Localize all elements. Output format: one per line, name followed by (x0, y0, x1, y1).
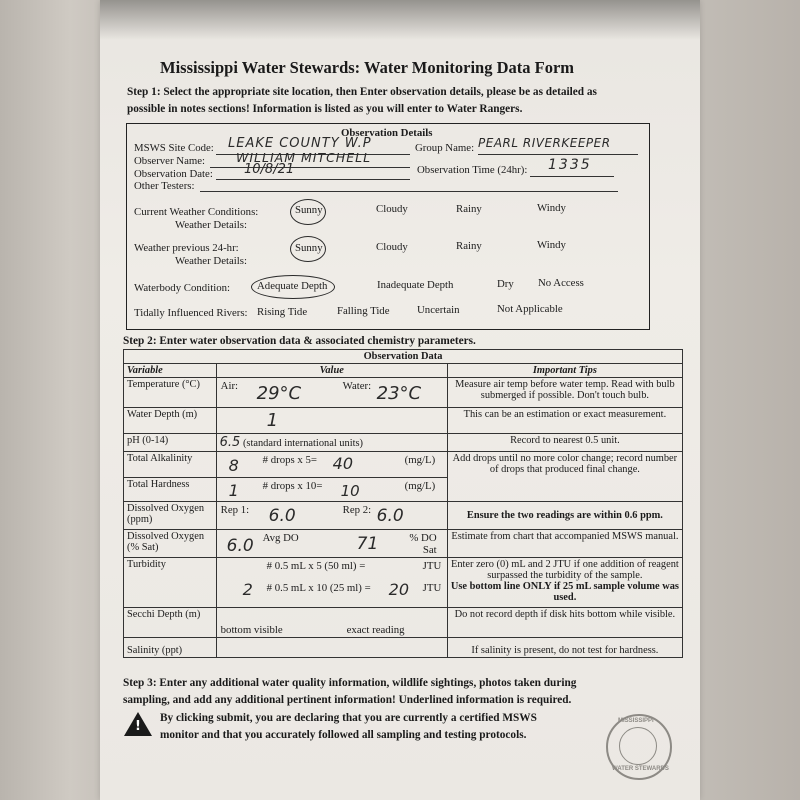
water-temp-value[interactable]: 23°C (376, 383, 422, 404)
col-tips-header: Important Tips (447, 364, 682, 378)
observer-underline (210, 167, 410, 168)
prev-weather-details-label: Weather Details: (175, 255, 247, 267)
depth-label: Water Depth (m) (124, 408, 217, 434)
alkalinity-value[interactable]: 40 (332, 454, 353, 473)
observer-label: Observer Name: (134, 155, 206, 167)
depth-value[interactable]: 1 (266, 410, 279, 431)
ph-value[interactable]: 6.5 (219, 435, 241, 450)
declaration (160, 710, 537, 744)
do-ppm-value-cell (216, 502, 447, 530)
other-testers-label: Other Testers: (134, 180, 195, 192)
tidal-option-rising[interactable]: Rising Tide (257, 306, 308, 318)
turbidity-tip1: Enter zero (0) mL and 2 JTU if one addition of reagent surpassed the turbidity of the sample. (450, 559, 679, 581)
temperature-label: Temperature (°C) (124, 378, 217, 408)
do-sat-tip: Estimate from chart that accompanied MSWS manual. (447, 530, 682, 558)
form-title: Mississippi Water Stewards: Water Monitoring Data Form (160, 58, 575, 77)
site-code-value[interactable]: LEAKE COUNTY W.P (228, 136, 372, 151)
turbidity-count[interactable]: 2 (242, 580, 253, 599)
hardness-drops[interactable]: 1 (228, 481, 239, 500)
waterbody-label: Waterbody Condition: (134, 282, 230, 294)
date-underline (216, 179, 410, 180)
do-sat-value-cell (216, 530, 447, 558)
turbidity-label: Turbidity (124, 558, 217, 608)
prev-weather-label: Weather previous 24-hr: (134, 242, 239, 254)
observer-value[interactable]: WILLIAM MITCHELL (236, 150, 372, 165)
step3-line1-text: Step 3: Enter any additional water quality information, wildlife sightings, photos taken during (123, 677, 577, 689)
hardness-value-cell (216, 478, 447, 502)
tidal-option-falling[interactable]: Falling Tide (337, 305, 390, 317)
step3-line2-text: sampling, and add any additional pertinent information! Underlined information is required. (123, 694, 572, 706)
secchi-option-bottom-visible[interactable]: bottom visible (220, 624, 283, 636)
current-weather-option-sunny[interactable]: Sunny (295, 204, 323, 216)
rep2-label: Rep 2: (342, 504, 372, 516)
air-label: Air: (220, 380, 239, 392)
air-temp-value[interactable]: 29°C (256, 383, 302, 404)
waterbody-option-dry[interactable]: Dry (497, 278, 514, 290)
temperature-tip: Measure air temp before water temp. Read with bulb submerged if possible. Don't touch bulb. (447, 378, 682, 408)
table-row (124, 434, 683, 452)
do-sat-value[interactable]: 71 (356, 534, 379, 554)
turbidity-tip-cell (447, 558, 682, 608)
waterbody-option-adequate[interactable]: Adequate Depth (257, 280, 328, 292)
step1-line2: possible in notes sections! Information is listed as you will enter to Water Rangers. (127, 103, 523, 115)
observation-data-heading: Observation Data (124, 350, 683, 364)
step3-line1 (123, 675, 576, 692)
rep1-value[interactable]: 6.0 (268, 506, 296, 526)
msws-seal-logo (606, 714, 672, 780)
current-weather-option-rainy[interactable]: Rainy (456, 203, 482, 215)
ph-tip: Record to nearest 0.5 unit. (447, 434, 682, 452)
current-weather-option-windy[interactable]: Windy (537, 202, 566, 214)
turbidity-line2-unit: JTU (422, 582, 442, 594)
col-value-header: Value (216, 364, 447, 378)
table-row (124, 378, 683, 408)
step1-instructions (127, 84, 597, 118)
step1-line1: Step 1: Select the appropriate site location, then Enter observation details, please be as detailed as (127, 86, 597, 98)
do-sat-unit: % DO Sat (409, 532, 437, 556)
secchi-label: Secchi Depth (m) (124, 608, 217, 638)
hardness-mult: # drops x 10= (262, 480, 323, 492)
salinity-label: Salinity (ppt) (124, 638, 217, 658)
declaration-line1: By clicking submit, you are declaring that you are currently a certified MSWS (160, 712, 537, 724)
other-testers-underline (200, 191, 618, 192)
time-underline (530, 176, 614, 177)
prev-weather-option-windy[interactable]: Windy (537, 239, 566, 251)
waterbody-option-inadequate[interactable]: Inadequate Depth (377, 279, 454, 291)
prev-weather-option-cloudy[interactable]: Cloudy (376, 241, 408, 253)
water-label: Water: (342, 380, 372, 392)
turbidity-value[interactable]: 20 (388, 580, 409, 599)
turbidity-tip2: Use bottom line ONLY if 25 mL sample volume was used. (450, 581, 679, 603)
waterbody-option-no-access[interactable]: No Access (538, 277, 584, 289)
salinity-value-cell[interactable] (216, 638, 447, 658)
table-header-row (124, 364, 683, 378)
current-weather-label: Current Weather Conditions: (134, 206, 259, 218)
table-row (124, 502, 683, 530)
secchi-tip: Do not record depth if disk hits bottom while visible. (447, 608, 682, 638)
hardness-label: Total Hardness (124, 478, 217, 502)
prev-weather-option-sunny[interactable]: Sunny (295, 242, 323, 254)
table-row (124, 452, 683, 478)
table-heading-row (124, 350, 683, 364)
date-value[interactable]: 10/8/21 (244, 162, 295, 177)
seal-inner-ring (619, 727, 657, 765)
seal-bottom-text: WATER STEWARDS (612, 766, 669, 772)
secchi-value-cell (216, 608, 447, 638)
table-row (124, 638, 683, 658)
warning-icon-mark: ! (135, 719, 141, 734)
group-name-label: Group Name: (415, 142, 475, 154)
do-avg-value[interactable]: 6.0 (226, 536, 254, 556)
tidal-option-not-applicable[interactable]: Not Applicable (497, 303, 563, 315)
alkalinity-drops[interactable]: 8 (228, 456, 239, 475)
alkalinity-value-cell (216, 452, 447, 478)
turbidity-line2: # 0.5 mL x 10 (25 ml) = (266, 582, 371, 594)
table-row (124, 608, 683, 638)
tidal-option-uncertain[interactable]: Uncertain (417, 304, 460, 316)
site-code-label: MSWS Site Code: (134, 142, 214, 154)
depth-value-cell (216, 408, 447, 434)
table-row (124, 408, 683, 434)
current-weather-details-label: Weather Details: (175, 219, 247, 231)
declaration-line2: monitor and that you accurately followed all sampling and testing protocols. (160, 729, 527, 741)
turbidity-value-cell (216, 558, 447, 608)
paper-shadow (100, 0, 700, 40)
alkalinity-tip: Add drops until no more color change; record number of drops that produced final change. (447, 452, 682, 502)
step3-line2 (123, 692, 576, 709)
turbidity-line1: # 0.5 mL x 5 (50 ml) = (266, 560, 366, 572)
group-name-value[interactable]: PEARL RIVERKEEPER (478, 136, 611, 150)
hardness-unit: (mg/L) (404, 480, 436, 492)
seal-top-text: MISSISSIPPI (618, 718, 654, 724)
ph-unit: (standard international units) (242, 438, 363, 449)
col-variable-header: Variable (124, 364, 217, 378)
time-label: Observation Time (24hr): (417, 164, 528, 176)
table-row (124, 530, 683, 558)
do-ppm-tip: Ensure the two readings are within 0.6 ppm. (447, 502, 682, 530)
alkalinity-label: Total Alkalinity (124, 452, 217, 478)
table-row (124, 558, 683, 608)
salinity-tip: If salinity is present, do not test for hardness. (447, 638, 682, 658)
ph-label: pH (0-14) (124, 434, 217, 452)
rep1-label: Rep 1: (220, 504, 250, 516)
secchi-option-exact-reading[interactable]: exact reading (346, 624, 405, 636)
step2-heading: Step 2: Enter water observation data & associated chemistry parameters. (123, 335, 476, 347)
temperature-value-cell (216, 378, 447, 408)
turbidity-line1-unit: JTU (422, 560, 442, 572)
do-avg-label: Avg DO (262, 532, 299, 544)
observation-details-heading: Observation Details (341, 127, 433, 139)
date-label: Observation Date: (134, 168, 213, 180)
step3-instructions (123, 675, 576, 709)
alkalinity-unit: (mg/L) (404, 454, 436, 466)
hardness-value[interactable]: 10 (340, 482, 360, 500)
observation-data-table (123, 349, 683, 658)
do-ppm-label: Dissolved Oxygen (ppm) (124, 502, 217, 530)
prev-weather-option-rainy[interactable]: Rainy (456, 240, 482, 252)
rep2-value[interactable]: 6.0 (376, 506, 404, 526)
depth-tip: This can be an estimation or exact measurement. (447, 408, 682, 434)
group-name-underline (478, 154, 638, 155)
time-value[interactable]: 1335 (548, 157, 592, 173)
alkalinity-mult: # drops x 5= (262, 454, 318, 466)
tidal-label: Tidally Influenced Rivers: (134, 307, 248, 319)
current-weather-option-cloudy[interactable]: Cloudy (376, 203, 408, 215)
do-sat-label: Dissolved Oxygen (% Sat) (124, 530, 217, 558)
ph-value-cell (216, 434, 447, 452)
